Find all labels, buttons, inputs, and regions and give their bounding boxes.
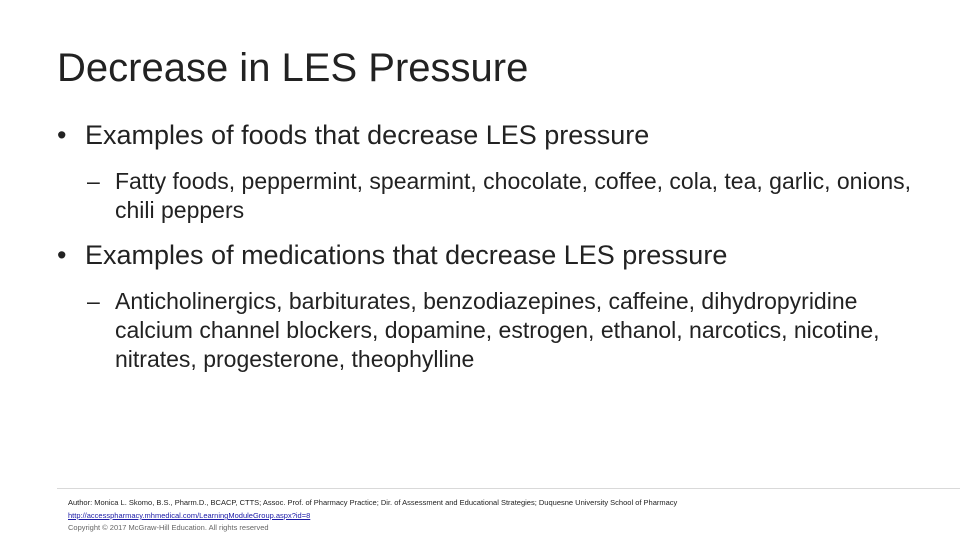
sub-bullet-marker: – [87, 168, 100, 194]
sub-bullet-medications [87, 287, 917, 374]
bullet-medications [57, 239, 727, 271]
footer-copyright: Copyright © 2017 McGraw-Hill Education. All rights reserved [68, 523, 269, 532]
sub-bullet-medications-text: Anticholinergics, barbiturates, benzodiazepines, caffeine, dihydropyridine calcium channel blockers, dopamine, estrogen, ethanol, narcotics, nicotine, nitrates, progesterone, theophylline [115, 288, 880, 372]
footer-source-link[interactable]: http://accesspharmacy.mhmedical.com/LearningModuleGroup.aspx?id=8 [68, 511, 311, 520]
bullet-foods-text: Examples of foods that decrease LES pressure [85, 120, 650, 150]
bullet-medications-text: Examples of medications that decrease LES pressure [85, 240, 728, 270]
bullet-marker: • [57, 120, 67, 150]
sub-bullet-foods [87, 167, 917, 225]
footer-divider [57, 488, 960, 489]
slide-title: Decrease in LES Pressure [57, 46, 529, 90]
bullet-foods [57, 119, 649, 151]
bullet-marker: • [57, 240, 67, 270]
footer-author: Author: Monica L. Skomo, B.S., Pharm.D., BCACP, CTTS; Assoc. Prof. of Pharmacy Practice; Dir. of Assessment and Educational Strategies; Duquesne University School of Pharmacy [68, 498, 678, 507]
sub-bullet-marker: – [87, 288, 100, 314]
sub-bullet-foods-text: Fatty foods, peppermint, spearmint, chocolate, coffee, cola, tea, garlic, onions, chili peppers [115, 168, 912, 223]
